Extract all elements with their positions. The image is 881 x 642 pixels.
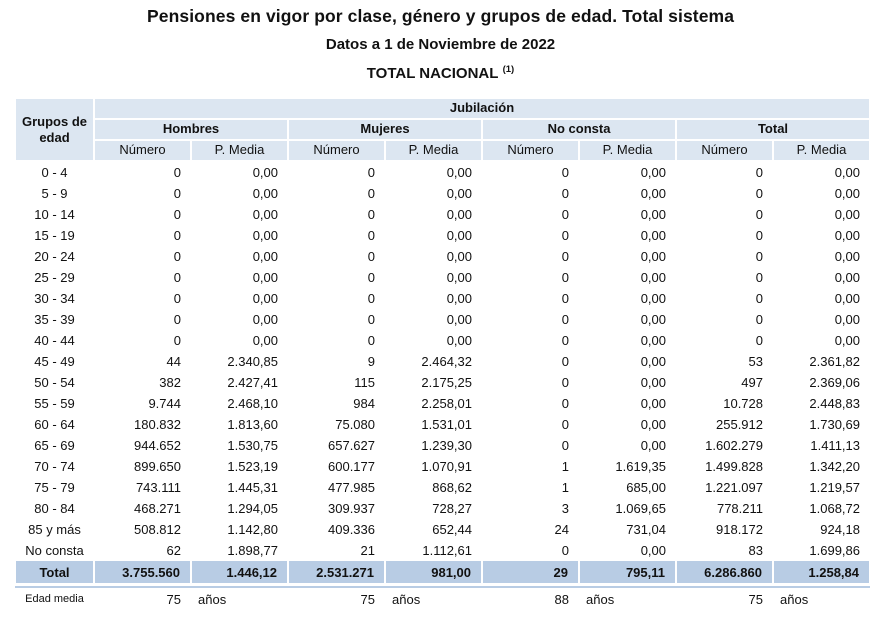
table-row [15,372,870,393]
group-header-hombres: Hombres [94,119,288,140]
table-row [15,477,870,498]
value-cell: 0 [755,291,763,306]
total-hombres-pmedia: 1.446,12 [191,561,288,583]
value-cell: 409.336 [328,522,375,537]
age-group-label: 50 - 54 [34,375,75,390]
value-cell: 497 [741,375,763,390]
total-hombres-numero: 3.755.560 [94,561,191,583]
header-row-measures [15,140,870,161]
value-cell: 0,00 [640,270,666,285]
value-cell: 0,00 [640,375,666,390]
value-cell: 1 [561,480,569,495]
value-cell: 0 [561,333,569,348]
value-cell: 0 [561,312,569,327]
value-cell: 75.080 [335,417,375,432]
value-cell: 115 [354,375,375,390]
value-cell: 2.427,41 [227,375,278,390]
value-cell: 0,00 [640,438,666,453]
subtitle-date: Datos a 1 de Noviembre de 2022 [325,36,556,53]
value-cell: 0,00 [640,333,666,348]
value-cell: 731,04 [626,522,666,537]
value-cell: 62 [166,543,181,558]
table-row [15,351,870,372]
value-cell: 1.219,57 [809,480,860,495]
value-cell: 0 [755,333,763,348]
value-cell: 0,00 [252,270,278,285]
age-group-label: 80 - 84 [34,501,75,516]
value-cell: 9.744 [148,396,181,411]
value-cell: 0,00 [446,207,472,222]
age-group-label: 10 - 14 [34,207,75,222]
edad-media-mujeres-unit: años [385,587,482,610]
edad-media-no-consta-unit: años [579,587,676,610]
value-cell: 0,00 [446,165,472,180]
value-cell: 0,00 [252,207,278,222]
age-group-label: 0 - 4 [41,165,68,180]
value-cell: 0 [367,186,375,201]
value-cell: 0,00 [640,228,666,243]
value-cell: 778.211 [716,501,763,516]
group-header-total: Total [676,119,870,140]
value-cell: 24 [554,522,569,537]
value-cell: 0,00 [640,291,666,306]
value-cell: 0 [173,165,181,180]
value-cell: 918.172 [716,522,763,537]
value-cell: 0,00 [834,312,860,327]
value-cell: 1.523,19 [227,459,278,474]
value-cell: 1.069,65 [615,501,666,516]
value-cell: 0,00 [252,312,278,327]
value-cell: 0,00 [446,312,472,327]
value-cell: 0,00 [640,396,666,411]
group-header-mujeres: Mujeres [288,119,482,140]
age-group-label: 30 - 34 [34,291,75,306]
value-cell: 1.699,86 [809,543,860,558]
value-cell: 0,00 [252,333,278,348]
value-cell: 1.342,20 [809,459,860,474]
value-cell: 0,00 [446,249,472,264]
value-cell: 0 [755,207,763,222]
value-cell: 0,00 [834,228,860,243]
table-row [15,519,870,540]
value-cell: 0,00 [252,165,278,180]
value-cell: 2.340,85 [227,354,278,369]
value-cell: 0,00 [252,249,278,264]
value-cell: 0,00 [640,249,666,264]
region-footnote-marker: (1) [502,64,515,75]
value-cell: 0 [367,228,375,243]
value-cell: 0 [561,354,569,369]
value-cell: 0 [173,228,181,243]
total-no-consta-pmedia: 795,11 [579,561,676,583]
value-cell: 255.912 [716,417,763,432]
value-cell: 2.468,10 [227,396,278,411]
table-row [15,225,870,246]
value-cell: 0,00 [640,543,666,558]
value-cell: 1.499.828 [705,459,763,474]
value-cell: 0 [367,207,375,222]
age-group-label: 70 - 74 [34,459,75,474]
corner-header-grupos-edad: Grupos de edad [15,98,94,161]
value-cell: 0,00 [640,165,666,180]
group-header-no-consta: No consta [482,119,676,140]
table-row [15,540,870,561]
value-cell: 468.271 [134,501,181,516]
value-cell: 899.650 [134,459,181,474]
value-cell: 0,00 [446,291,472,306]
value-cell: 0,00 [834,249,860,264]
table-row [15,435,870,456]
table-body [15,161,870,561]
sub-header-numero-no-consta: Número [482,140,579,161]
value-cell: 508.812 [134,522,181,537]
value-cell: 0,00 [446,333,472,348]
value-cell: 0,00 [834,207,860,222]
edad-media-total-value: 75 [676,587,773,610]
value-cell: 1.602.279 [705,438,763,453]
table-row [15,161,870,183]
total-row [15,561,870,583]
value-cell: 1.294,05 [227,501,278,516]
table-row [15,414,870,435]
edad-media-label: Edad media [15,587,94,610]
value-cell: 1.530,75 [227,438,278,453]
value-cell: 0 [561,228,569,243]
value-cell: 0,00 [834,270,860,285]
value-cell: 1.898,77 [227,543,278,558]
region-title-text: TOTAL NACIONAL [366,65,499,82]
total-row-label: Total [15,561,94,583]
total-total-pmedia: 1.258,84 [773,561,870,583]
age-group-label: 85 y más [28,522,81,537]
edad-media-hombres-unit: años [191,587,288,610]
value-cell: 2.464,32 [421,354,472,369]
value-cell: 0,00 [640,207,666,222]
sub-header-pmedia-hombres: P. Media [191,140,288,161]
value-cell: 53 [748,354,763,369]
value-cell: 309.937 [328,501,375,516]
value-cell: 0 [561,207,569,222]
value-cell: 1 [561,459,569,474]
value-cell: 0,00 [640,312,666,327]
page-title: Pensiones en vigor por clase, género y grupos de edad. Total sistema [146,6,735,26]
value-cell: 0 [561,375,569,390]
page [0,6,881,642]
value-cell: 924,18 [820,522,860,537]
value-cell: 10.728 [723,396,763,411]
age-group-label: 45 - 49 [34,354,75,369]
value-cell: 0 [755,312,763,327]
value-cell: 0 [561,186,569,201]
value-cell: 0,00 [834,165,860,180]
age-group-label: No consta [25,543,84,558]
table-row [15,204,870,225]
value-cell: 0,00 [640,354,666,369]
edad-media-no-consta-value: 88 [482,587,579,610]
value-cell: 0 [755,165,763,180]
value-cell: 0 [173,312,181,327]
pensions-table [14,97,871,610]
value-cell: 0 [755,228,763,243]
value-cell: 1.112,61 [422,543,472,558]
region-title [0,64,881,82]
value-cell: 0,00 [834,291,860,306]
age-group-label: 20 - 24 [34,249,75,264]
value-cell: 728,27 [432,501,472,516]
age-group-label: 75 - 79 [34,480,75,495]
value-cell: 0 [367,333,375,348]
sub-header-pmedia-mujeres: P. Media [385,140,482,161]
value-cell: 0 [173,249,181,264]
age-group-label: 5 - 9 [41,186,68,201]
value-cell: 382 [159,375,181,390]
value-cell: 743.111 [135,480,181,495]
value-cell: 0,00 [834,333,860,348]
value-cell: 0 [173,333,181,348]
value-cell: 2.369,06 [809,375,860,390]
value-cell: 0 [367,165,375,180]
value-cell: 0 [367,270,375,285]
value-cell: 477.985 [328,480,375,495]
total-mujeres-numero: 2.531.271 [288,561,385,583]
table-row [15,246,870,267]
value-cell: 1.411,13 [810,438,860,453]
top-header-jubilacion: Jubilación [94,98,870,119]
value-cell: 0,00 [640,186,666,201]
table-row [15,267,870,288]
value-cell: 0 [173,291,181,306]
table-row [15,456,870,477]
value-cell: 0 [755,270,763,285]
value-cell: 1.221.097 [705,480,763,495]
age-group-label: 55 - 59 [34,396,75,411]
value-cell: 0 [561,291,569,306]
edad-media-hombres-value: 75 [94,587,191,610]
value-cell: 0 [173,186,181,201]
value-cell: 0,00 [446,228,472,243]
total-mujeres-pmedia: 981,00 [385,561,482,583]
value-cell: 868,62 [432,480,472,495]
value-cell: 685,00 [626,480,666,495]
value-cell: 2.175,25 [421,375,472,390]
value-cell: 600.177 [328,459,375,474]
sub-header-numero-mujeres: Número [288,140,385,161]
value-cell: 2.448,83 [809,396,860,411]
table-row [15,393,870,414]
value-cell: 0 [561,396,569,411]
value-cell: 657.627 [328,438,375,453]
table-header [15,98,870,161]
header-row-class [15,98,870,119]
value-cell: 0,00 [252,291,278,306]
value-cell: 9 [367,354,375,369]
value-cell: 21 [360,543,375,558]
header-row-gender [15,119,870,140]
value-cell: 0 [755,186,763,201]
value-cell: 652,44 [432,522,472,537]
value-cell: 83 [748,543,763,558]
value-cell: 0 [367,312,375,327]
value-cell: 1.142,80 [227,522,278,537]
age-group-label: 15 - 19 [34,228,75,243]
table-row [15,498,870,519]
value-cell: 1.730,69 [809,417,860,432]
value-cell: 44 [166,354,181,369]
value-cell: 0 [561,249,569,264]
value-cell: 0 [561,417,569,432]
table-row [15,288,870,309]
value-cell: 944.652 [134,438,181,453]
value-cell: 0 [755,249,763,264]
value-cell: 1.813,60 [227,417,278,432]
total-total-numero: 6.286.860 [676,561,773,583]
value-cell: 0,00 [446,186,472,201]
value-cell: 2.258,01 [421,396,472,411]
value-cell: 0 [173,270,181,285]
value-cell: 0,00 [446,270,472,285]
sub-header-numero-hombres: Número [94,140,191,161]
value-cell: 0,00 [640,417,666,432]
value-cell: 0 [561,165,569,180]
table-row [15,183,870,204]
value-cell: 1.531,01 [421,417,472,432]
sub-header-numero-total: Número [676,140,773,161]
value-cell: 1.239,30 [421,438,472,453]
value-cell: 0 [561,438,569,453]
age-group-label: 35 - 39 [34,312,75,327]
table-footer [15,561,870,610]
value-cell: 984 [353,396,375,411]
value-cell: 1.619,35 [615,459,666,474]
total-no-consta-numero: 29 [482,561,579,583]
value-cell: 3 [561,501,569,516]
edad-media-mujeres-value: 75 [288,587,385,610]
value-cell: 180.832 [134,417,181,432]
sub-header-pmedia-no-consta: P. Media [579,140,676,161]
age-group-label: 25 - 29 [34,270,75,285]
table-row [15,309,870,330]
value-cell: 0,00 [834,186,860,201]
edad-media-row [15,587,870,610]
value-cell: 1.068,72 [809,501,860,516]
table-row [15,330,870,351]
age-group-label: 65 - 69 [34,438,75,453]
value-cell: 0 [561,270,569,285]
value-cell: 0 [561,543,569,558]
value-cell: 1.445,31 [227,480,278,495]
sub-header-pmedia-total: P. Media [773,140,870,161]
value-cell: 2.361,82 [809,354,860,369]
value-cell: 0 [367,249,375,264]
edad-media-total-unit: años [773,587,870,610]
value-cell: 0 [367,291,375,306]
value-cell: 1.070,91 [421,459,472,474]
value-cell: 0,00 [252,186,278,201]
age-group-label: 40 - 44 [34,333,75,348]
value-cell: 0,00 [252,228,278,243]
value-cell: 0 [173,207,181,222]
age-group-label: 60 - 64 [34,417,75,432]
